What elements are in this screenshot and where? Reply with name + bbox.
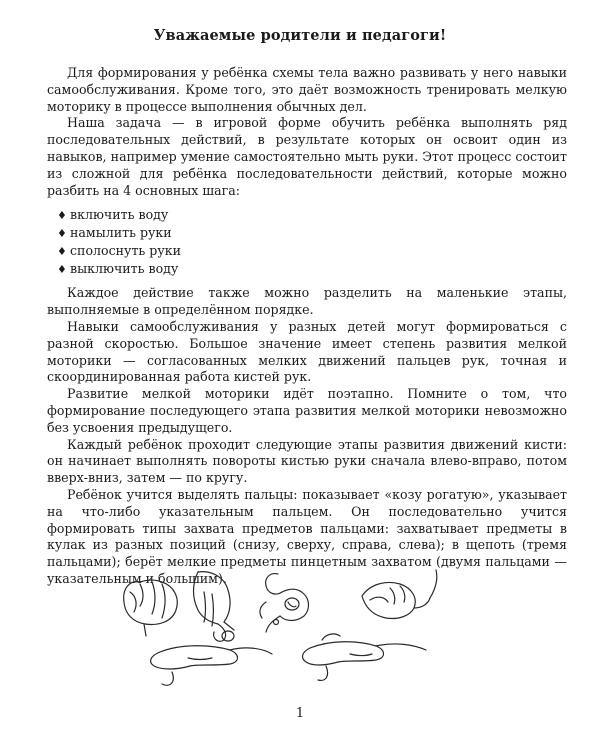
paragraph: Развитие мелкой моторики идёт поэтапно. Помните о том, что формирование последующего этапа развития мелкой моторики невозможно без усвоения предыдущего. bbox=[47, 386, 567, 435]
paragraph: Для формирования у ребёнка схемы тела важно развивать у него навыки самообслуживания. Кроме того, это даёт возможность тренировать мелкую моторику в процессе выполнения обычных дел. bbox=[47, 65, 567, 114]
overhand-grip-icon bbox=[194, 572, 235, 642]
page-number: 1 bbox=[295, 706, 305, 721]
list-item: ♦ включить воду bbox=[57, 207, 169, 223]
fist-grip-icon bbox=[124, 580, 178, 636]
list-item: ♦ сполоснуть руки bbox=[57, 243, 182, 259]
diamond-bullet-icon: ♦ bbox=[57, 209, 67, 223]
list-item: ♦ выключить воду bbox=[57, 261, 179, 277]
paragraph: Навыки самообслуживания у разных детей могут формироваться с разной скоростью. Большое значение имеет степень развития мелкой моторики — согласованных мелких движений пальцев рук, точная и скоординированная работа кистей рук. bbox=[47, 318, 567, 385]
page-title: Уважаемые родители и педагоги! bbox=[153, 27, 447, 44]
body-text bbox=[47, 65, 567, 588]
paragraph: Каждый ребёнок проходит следующие этапы развития движений кисти: он начинает выполнять повороты кистью руки сначала влево-вправо, потом вверх-вниз, затем — по кругу. bbox=[47, 436, 567, 486]
open-hand-right-icon bbox=[303, 634, 426, 680]
list-item: ♦ намылить руки bbox=[57, 225, 172, 241]
paragraph: Ребёнок учится выделять пальцы: показывает «козу рогатую», указывает на что-либо указательным пальцем. Он последовательно учится формировать типы захвата предметов пальцами: захватывает предметы в кулак из разных позиций (снизу, сверху, справа, слева); в щепоть (тремя пальцами); берёт мелкие предметы пинцетным захватом (двумя пальцами — указательным и большим). bbox=[47, 486, 567, 586]
diamond-bullet-icon: ♦ bbox=[57, 227, 67, 241]
open-hand-left-icon bbox=[151, 646, 272, 686]
hand-grips-illustration bbox=[100, 562, 500, 692]
paragraph: Наша задача — в игровой форме обучить ребёнка выполнять ряд последовательных действий, в результате которых он освоит один из навыков, например умение самостоятельно мыть руки. Этот процесс состоит из сложной для ребёнка последовательности действий, которые можно разбить на 4 основных шага: bbox=[47, 115, 567, 198]
diamond-bullet-icon: ♦ bbox=[57, 245, 67, 259]
pinch-grip-icon bbox=[260, 574, 309, 632]
diamond-bullet-icon: ♦ bbox=[57, 263, 67, 277]
paragraph: Каждое действие также можно разделить на маленькие этапы, выполняемые в определённом порядке. bbox=[47, 285, 567, 318]
steps-list bbox=[47, 206, 567, 278]
pincer-grip-icon bbox=[362, 570, 437, 619]
